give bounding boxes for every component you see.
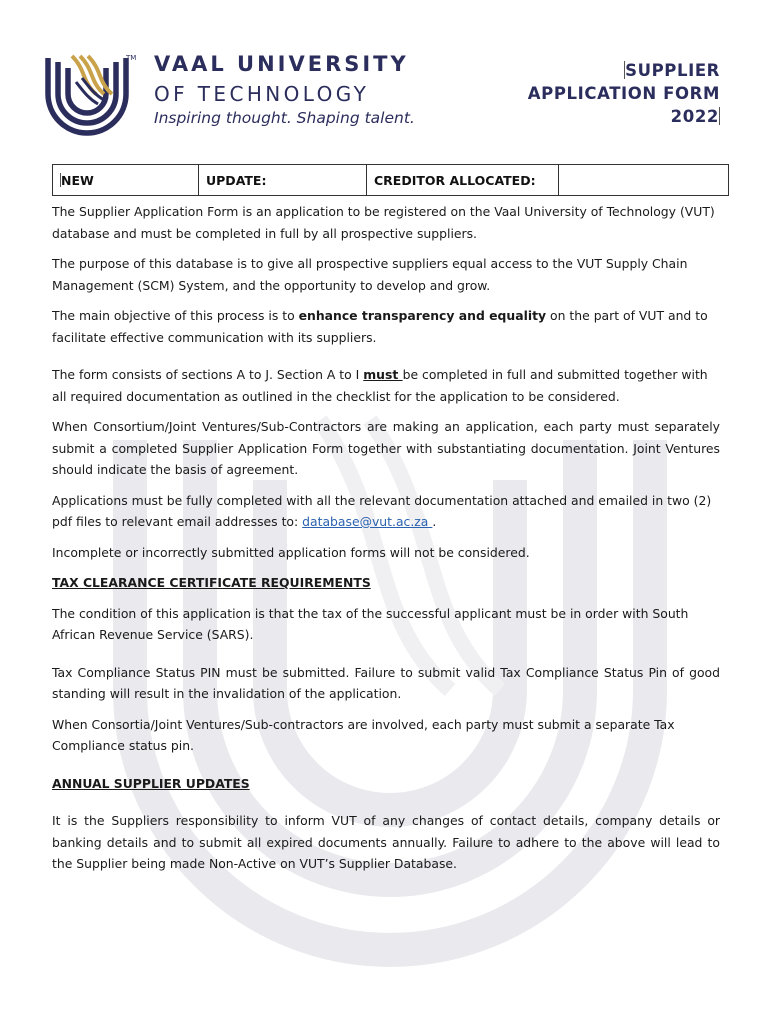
trademark-mark: TM — [126, 54, 137, 62]
vut-logo-icon — [42, 52, 132, 136]
intro-paragraph-6 — [52, 490, 720, 533]
intro-p3-post: on the part of VUT and to facilitate effective communication with its suppliers. — [52, 308, 708, 345]
creditor-allocated-label: CREDITOR ALLOCATED: — [374, 172, 536, 188]
intro-p4-must: must — [363, 367, 403, 382]
update-cell[interactable] — [199, 165, 367, 196]
application-status-table — [52, 164, 729, 196]
intro-paragraph-3 — [52, 305, 720, 348]
form-title-line1: SUPPLIER — [625, 61, 720, 80]
annual-section-heading: ANNUAL SUPPLIER UPDATES — [52, 775, 250, 791]
intro-p6-post: . — [432, 514, 437, 529]
intro-p4-pre: The form consists of sections A to J. Section A to I — [52, 367, 364, 382]
university-name: VAAL UNIVERSITY — [154, 52, 409, 76]
tax-paragraph-3: When Consortia/Joint Ventures/Sub-contractors are involved, each party must submit a separate Tax Compliance status pin. — [52, 716, 675, 753]
intro-paragraph-4 — [52, 364, 720, 407]
creditor-allocated-cell — [367, 165, 559, 196]
intro-p4-post: be completed in full and submitted together with all required documentation as outlined in the checklist for the application to be considered. — [52, 367, 708, 404]
tax-paragraph-2: Tax Compliance Status PIN must be submitted. Failure to submit valid Tax Compliance Status Pin of good standing will result in the invalidation of the application. — [52, 664, 720, 701]
intro-paragraph-5: When Consortium/Joint Ventures/Sub-Contractors are making an application, each party must separately submit a completed Supplier Application Form together with substantiating documentation. Joint Ventures should indicate the basis of agreement. — [52, 419, 720, 477]
university-subtitle: OF TECHNOLOGY — [154, 82, 370, 106]
tax-section-heading: TAX CLEARANCE CERTIFICATE REQUIREMENTS — [52, 575, 371, 590]
annual-paragraph-1: It is the Suppliers responsibility to inform VUT of any changes of contact details, company details or banking details and to submit all expired documents annually. Failure to adhere to the above will lead to the Supplier being made Non-Active on VUT’s Supplier Database. — [52, 813, 720, 871]
document-body — [52, 201, 720, 884]
email-link[interactable]: database@vut.ac.za — [302, 514, 433, 529]
form-title — [528, 59, 720, 128]
new-cell[interactable] — [53, 165, 199, 196]
intro-paragraph-7: Incomplete or incorrectly submitted application forms will not be considered. — [52, 544, 530, 560]
new-label: NEW — [61, 172, 94, 188]
intro-p3-bold: enhance transparency and equality — [298, 308, 547, 323]
text-cursor-mark — [719, 107, 720, 125]
update-label: UPDATE: — [206, 172, 267, 188]
university-tagline: Inspiring thought. Shaping talent. — [154, 109, 415, 127]
creditor-allocated-field[interactable] — [559, 165, 729, 196]
form-title-line2: APPLICATION FORM — [527, 84, 720, 103]
intro-p3-pre: The main objective of this process is to — [52, 308, 299, 323]
intro-p6-pre: Applications must be fully completed with all the relevant documentation attached and emailed in two (2) pdf files to relevant email addresses to: — [52, 492, 712, 529]
intro-paragraph-2: The purpose of this database is to give all prospective suppliers equal access to the VUT Supply Chain Management (SCM) System, and the opportunity to develop and grow. — [52, 256, 688, 293]
intro-paragraph-1: The Supplier Application Form is an application to be registered on the Vaal University of Technology (VUT) database and must be completed in full by all prospective suppliers. — [52, 204, 715, 241]
form-title-line3: 2022 — [670, 107, 719, 126]
table-row — [53, 165, 729, 196]
tax-paragraph-1: The condition of this application is that the tax of the successful applicant must be in order with South African Revenue Service (SARS). — [52, 605, 689, 642]
